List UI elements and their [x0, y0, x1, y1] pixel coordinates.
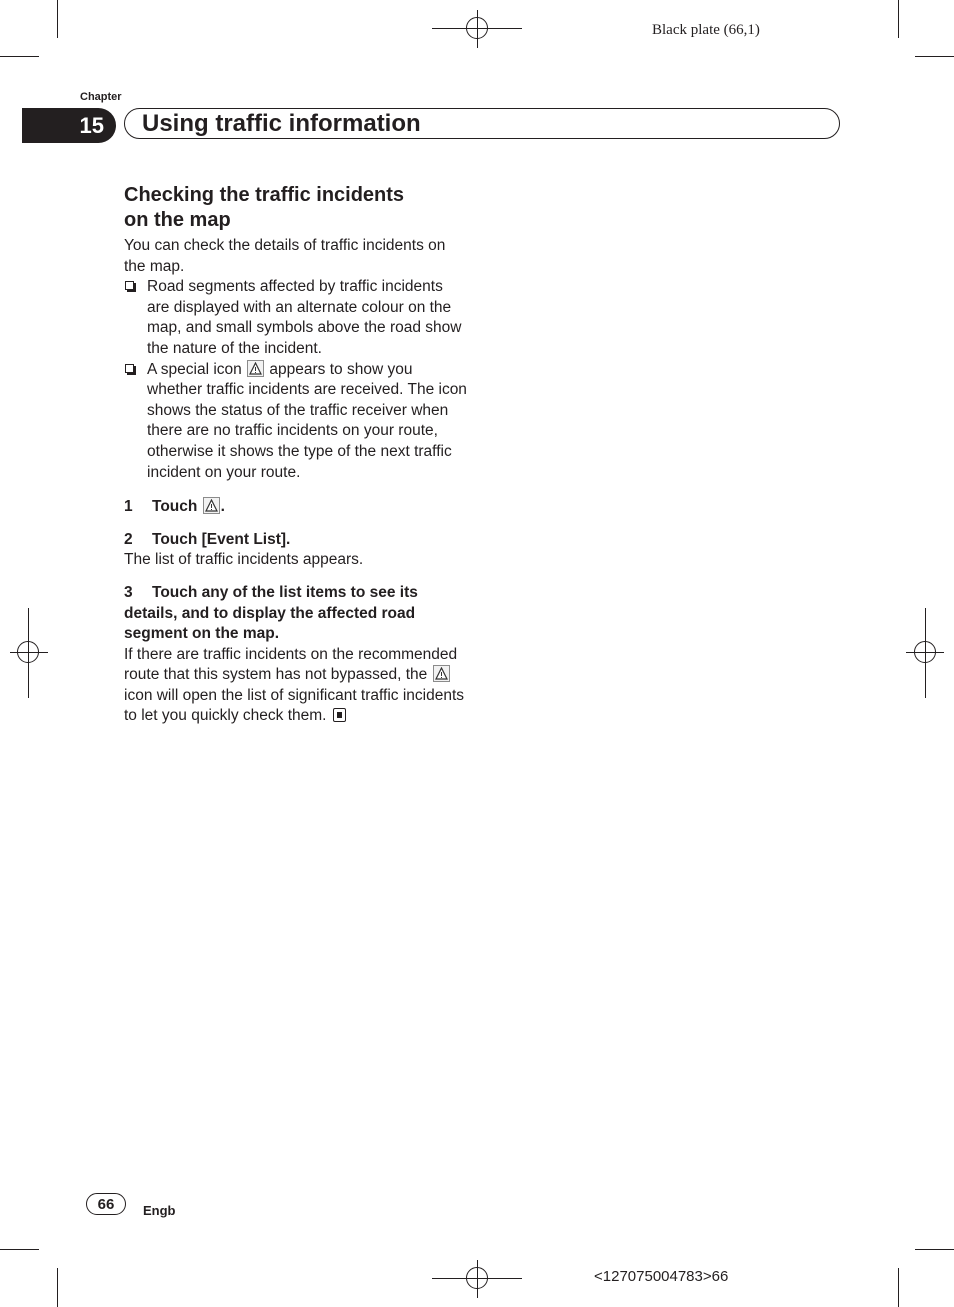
step-text: Touch any of the list items to see its details, and to display the affected road segment on the map.: [124, 583, 418, 643]
step-3-description: [124, 645, 469, 727]
step-2-description: The list of traffic incidents appears.: [124, 551, 364, 569]
intro-text: You can check the details of traffic incidents on the map.: [124, 237, 446, 275]
section-heading: [124, 183, 469, 233]
language-code: Engb: [143, 1203, 176, 1218]
note-bullet: [124, 277, 469, 359]
checkbox-bullet-icon: [125, 281, 134, 290]
step-2: [124, 530, 469, 551]
step-1: [124, 497, 469, 518]
registration-mark-top: [466, 17, 488, 39]
note-text-after-icon: appears to show you whether traffic incidents are received. The icon shows the status of the traffic receiver when there are no traffic incidents on your route, otherwise it shows the type of the next traffic incident on your route.: [147, 360, 467, 481]
section-heading-line1: Checking the traffic incidents: [124, 184, 405, 206]
registration-mark-right: [914, 641, 936, 663]
crop-mark: [57, 1268, 58, 1307]
note-text-before-icon: A special icon: [147, 360, 242, 378]
step-number: 2: [124, 530, 133, 548]
step-number: 1: [124, 498, 133, 516]
chapter-label: Chapter: [80, 91, 122, 103]
content-column: [124, 183, 469, 727]
chapter-number: 15: [22, 108, 116, 143]
checkbox-bullet-icon: [125, 364, 134, 373]
crop-mark: [915, 56, 954, 57]
traffic-warning-icon: [203, 497, 220, 514]
section-heading-line2: on the map: [124, 209, 231, 231]
crop-mark: [915, 1249, 954, 1250]
step-text: Touch [Event List].: [152, 530, 291, 548]
step-text: Touch: [152, 498, 198, 516]
traffic-warning-icon: [433, 665, 450, 682]
traffic-warning-icon: [247, 360, 264, 377]
step-3-text-after-icon: icon will open the list of significant traffic incidents to let you quickly check them.: [124, 686, 465, 725]
crop-mark: [898, 1268, 899, 1307]
step-number: 3: [124, 583, 133, 601]
end-of-section-icon: [333, 708, 346, 722]
plate-label: Black plate (66,1): [652, 22, 760, 38]
crop-mark: [898, 0, 899, 38]
step-suffix: .: [220, 498, 225, 516]
document-code: <127075004783>66: [594, 1268, 729, 1285]
registration-mark-bottom: [466, 1267, 488, 1289]
crop-mark: [0, 56, 39, 57]
registration-mark-left: [17, 641, 39, 663]
crop-mark: [0, 1249, 39, 1250]
chapter-title: Using traffic information: [142, 110, 421, 137]
note-text: Road segments affected by traffic incidents are displayed with an alternate colour on the map, and small symbols above the road show the nature of the incident.: [147, 278, 462, 357]
note-bullet: [124, 360, 469, 484]
step-3-text-before-icon: If there are traffic incidents on the recommended route that this system has not bypassed, the: [124, 645, 458, 684]
crop-mark: [57, 0, 58, 38]
step-3: [124, 583, 469, 645]
page-number: 66: [86, 1193, 126, 1215]
